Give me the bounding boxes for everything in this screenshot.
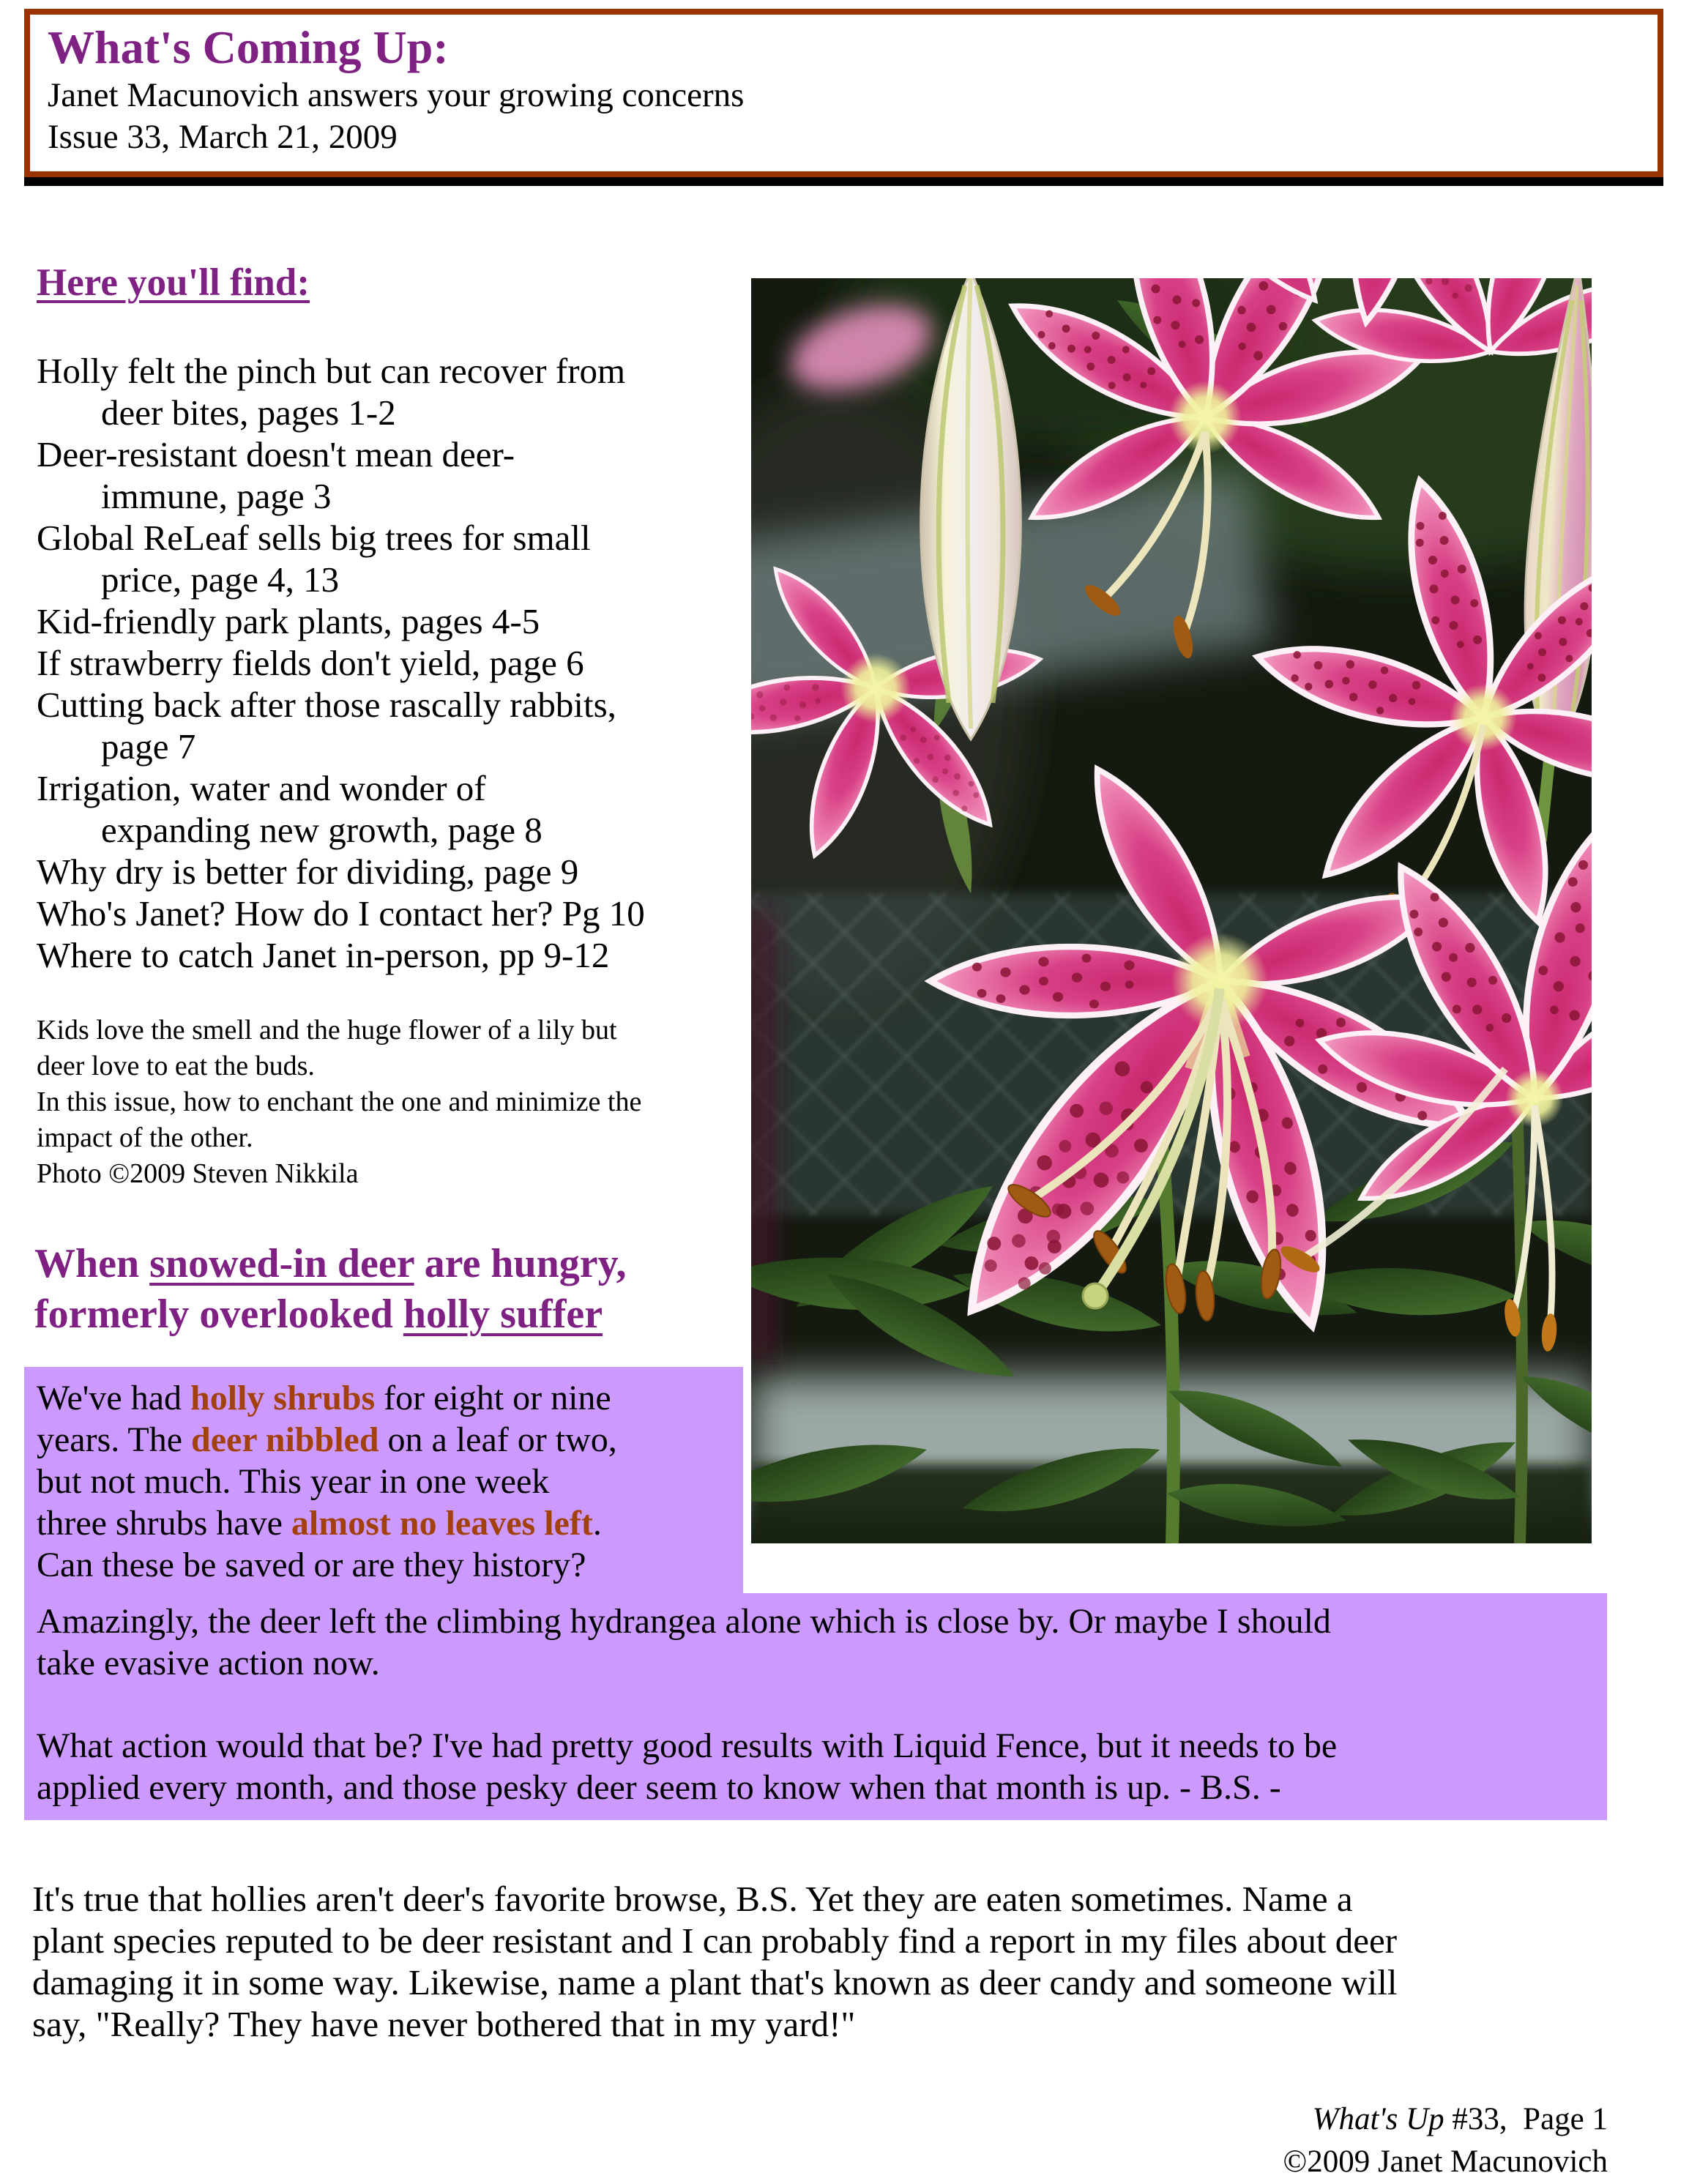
text-line: Photo ©2009 Steven Nikkila <box>37 1158 359 1189</box>
emphasized-text: almost no leaves left <box>291 1504 593 1543</box>
footer-newsletter-name: What's Up <box>1312 2102 1444 2136</box>
lily-photo-illustration <box>751 278 1592 1543</box>
text-segment: for eight or nine <box>375 1379 611 1417</box>
lily-photo <box>751 278 1592 1543</box>
text-line: price, page 4, 13 <box>101 559 340 600</box>
text-line: damaging it in some way. Likewise, name a plant that's known as deer candy and someone will <box>32 1962 1398 2002</box>
text-line <box>37 1377 743 1419</box>
page-footer <box>1283 2098 1608 2183</box>
text-line: Kids love the smell and the huge flower of a lily but <box>37 1015 617 1046</box>
footer-copyright: ©2009 Janet Macunovich <box>1283 2144 1608 2179</box>
text-line <box>37 1502 743 1544</box>
footer-issue-page: #33, Page 1 <box>1444 2102 1608 2136</box>
text-line: If strawberry fields don't yield, page 6 <box>37 643 584 683</box>
text-segment: formerly overlooked <box>34 1292 403 1337</box>
text-line: expanding new growth, page 8 <box>101 810 543 850</box>
text-line: applied every month, and those pesky deer seem to know when that month is up. - B.S. - <box>37 1768 1281 1807</box>
article-heading <box>34 1239 627 1340</box>
newsletter-subtitle: Janet Macunovich answers your growing concerns <box>48 76 745 114</box>
text-segment: but not much. This year in one week <box>37 1462 550 1501</box>
masthead-box <box>24 9 1663 177</box>
text-segment: . <box>592 1504 602 1543</box>
newsletter-title: What's Coming Up: <box>48 21 449 73</box>
text-line: deer bites, pages 1-2 <box>101 392 396 433</box>
reader-question-highlight-wide <box>24 1593 1607 1820</box>
text-line <box>37 1544 743 1586</box>
text-line: It's true that hollies aren't deer's favorite browse, B.S. Yet they are eaten sometimes. Name a <box>32 1879 1353 1919</box>
text-line <box>37 1461 743 1502</box>
text-line: Amazingly, the deer left the climbing hydrangea alone which is close by. Or maybe I should <box>37 1602 1331 1641</box>
toc-list <box>37 350 761 976</box>
text-line: Holly felt the pinch but can recover from <box>37 351 626 391</box>
question-paragraph <box>37 1600 1592 1684</box>
text-line: Deer-resistant doesn't mean deer- <box>37 434 515 474</box>
underlined-text: holly suffer <box>403 1292 603 1337</box>
text-line <box>37 1419 743 1461</box>
text-segment: years. The <box>37 1420 192 1459</box>
text-line: take evasive action now. <box>37 1644 380 1682</box>
reply-paragraph <box>32 1878 1665 2045</box>
text-line: Who's Janet? How do I contact her? Pg 10 <box>37 893 645 933</box>
newsletter-issue-line: Issue 33, March 21, 2009 <box>48 118 398 156</box>
text-line: say, "Really? They have never bothered that in my yard!" <box>32 2004 856 2044</box>
text-segment: When <box>34 1241 150 1286</box>
text-segment: We've had <box>37 1379 191 1417</box>
text-line: Irrigation, water and wonder of <box>37 768 486 808</box>
photo-caption <box>37 1013 761 1192</box>
question-paragraph <box>37 1725 1592 1808</box>
text-line: deer love to eat the buds. <box>37 1051 315 1081</box>
text-line: plant species reputed to be deer resistant and I can probably find a report in my files about deer <box>32 1920 1398 1961</box>
emphasized-text: deer nibbled <box>191 1420 379 1459</box>
toc-heading: Here you'll find: <box>37 261 310 304</box>
text-line: What action would that be? I've had pretty good results with Liquid Fence, but it needs to be <box>37 1726 1338 1765</box>
text-line: Where to catch Janet in-person, pp 9-12 <box>37 935 610 975</box>
text-line: impact of the other. <box>37 1122 253 1153</box>
text-line: Global ReLeaf sells big trees for small <box>37 518 591 558</box>
text-line: page 7 <box>101 726 196 767</box>
text-line: immune, page 3 <box>101 476 332 516</box>
text-segment: three shrubs have <box>37 1504 291 1543</box>
text-line: Cutting back after those rascally rabbits, <box>37 685 616 725</box>
text-line <box>34 1289 627 1340</box>
text-line <box>34 1239 627 1289</box>
text-line: Why dry is better for dividing, page 9 <box>37 851 579 892</box>
text-segment: on a leaf or two, <box>379 1420 617 1459</box>
emphasized-text: holly shrubs <box>190 1379 376 1417</box>
text-segment: are hungry, <box>414 1241 627 1286</box>
text-line: Kid-friendly park plants, pages 4-5 <box>37 601 540 641</box>
underlined-text: snowed-in deer <box>149 1241 414 1286</box>
footer-issue-line <box>1283 2098 1608 2141</box>
text-line: In this issue, how to enchant the one and minimize the <box>37 1087 642 1117</box>
reader-question-highlight-narrow <box>24 1367 743 1593</box>
text-segment: Can these be saved or are they history? <box>37 1546 586 1584</box>
